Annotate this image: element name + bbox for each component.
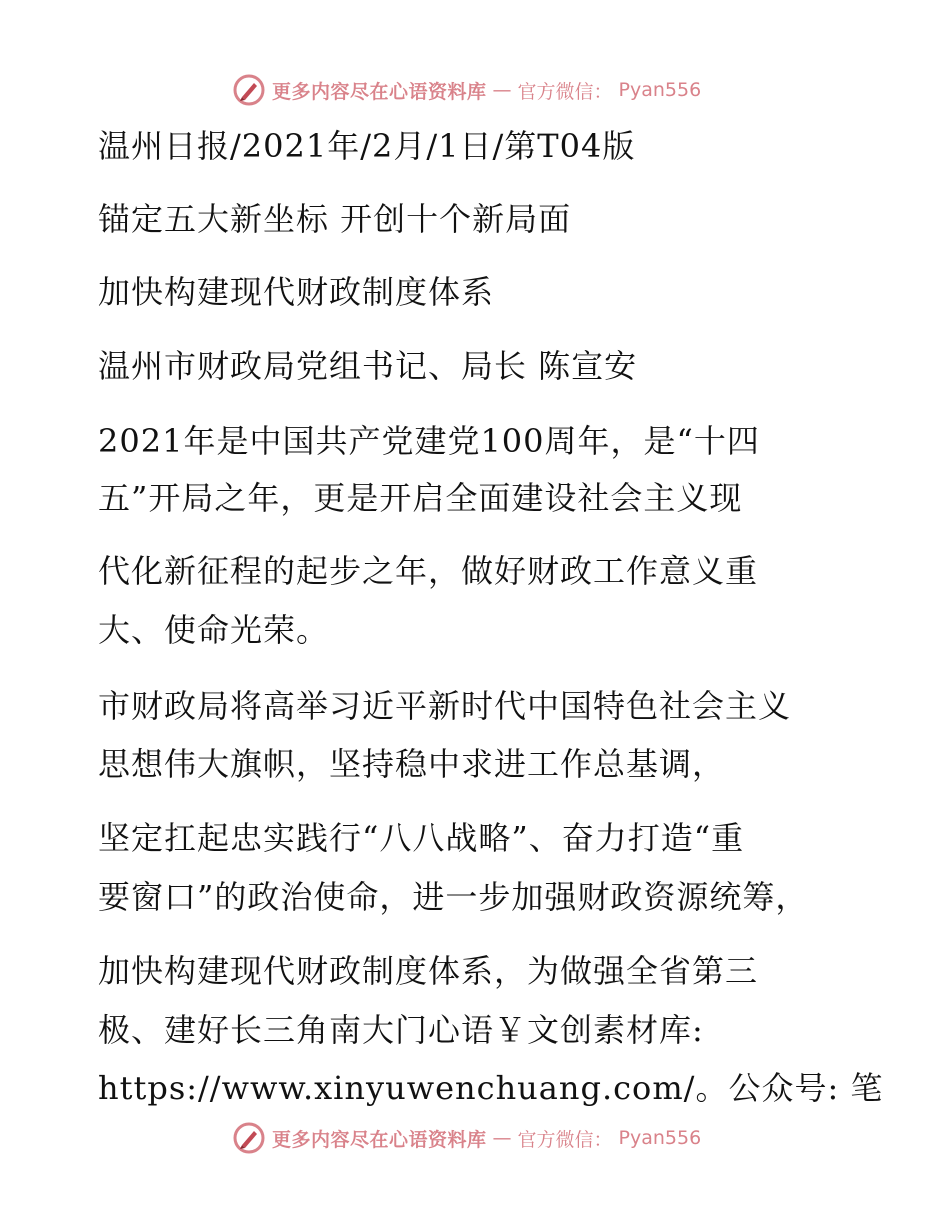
- article-line: 代化新征程的起步之年，做好财政工作意义重: [98, 552, 759, 590]
- watermark-account: Pyan556: [618, 79, 702, 101]
- article-line: 温州日报/2021年/2月/1日/第T04版: [98, 127, 636, 165]
- watermark-text: 更多内容尽在心语资料库: [272, 80, 487, 103]
- article-line: 思想伟大旗帜，坚持稳中求进工作总基调，: [98, 745, 726, 783]
- watermark-separator: —: [492, 1127, 512, 1149]
- article-line: 锚定五大新坐标 开创十个新局面: [98, 200, 572, 238]
- article-line: https://www.xinyuwenchuang.com/。公众号: 笔: [98, 1069, 884, 1107]
- watermark-header: [232, 72, 701, 108]
- article-line: 坚定扛起忠实践行“八八战略”、奋力打造“重: [98, 819, 745, 857]
- article-line: 市财政局将高举习近平新时代中国特色社会主义: [98, 687, 792, 725]
- watermark-footer: [232, 1120, 701, 1156]
- article-line: 2021年是中国共产党建党100周年，是“十四: [98, 422, 760, 460]
- watermark-separator: —: [492, 79, 512, 101]
- article-line: 加快构建现代财政制度体系: [98, 273, 495, 311]
- article-line: 极、建好长三角南大门心语￥文创素材库:: [98, 1011, 704, 1049]
- pen-logo-icon: [232, 1121, 266, 1155]
- watermark-account: Pyan556: [618, 1127, 702, 1149]
- watermark-label: 官方微信：: [517, 1128, 613, 1151]
- pen-logo-icon: [232, 73, 266, 107]
- watermark-text: 更多内容尽在心语资料库: [272, 1128, 487, 1151]
- article-line: 五”开局之年，更是开启全面建设社会主义现: [98, 479, 743, 517]
- article-line: 温州市财政局党组书记、局长 陈宣安: [98, 347, 638, 385]
- article-line: 大、使命光荣。: [98, 611, 330, 649]
- article-line: 要窗口”的政治使命，进一步加强财政资源统筹，: [98, 878, 809, 916]
- article-line: 加快构建现代财政制度体系，为做强全省第三: [98, 952, 759, 990]
- watermark-label: 官方微信：: [517, 80, 613, 103]
